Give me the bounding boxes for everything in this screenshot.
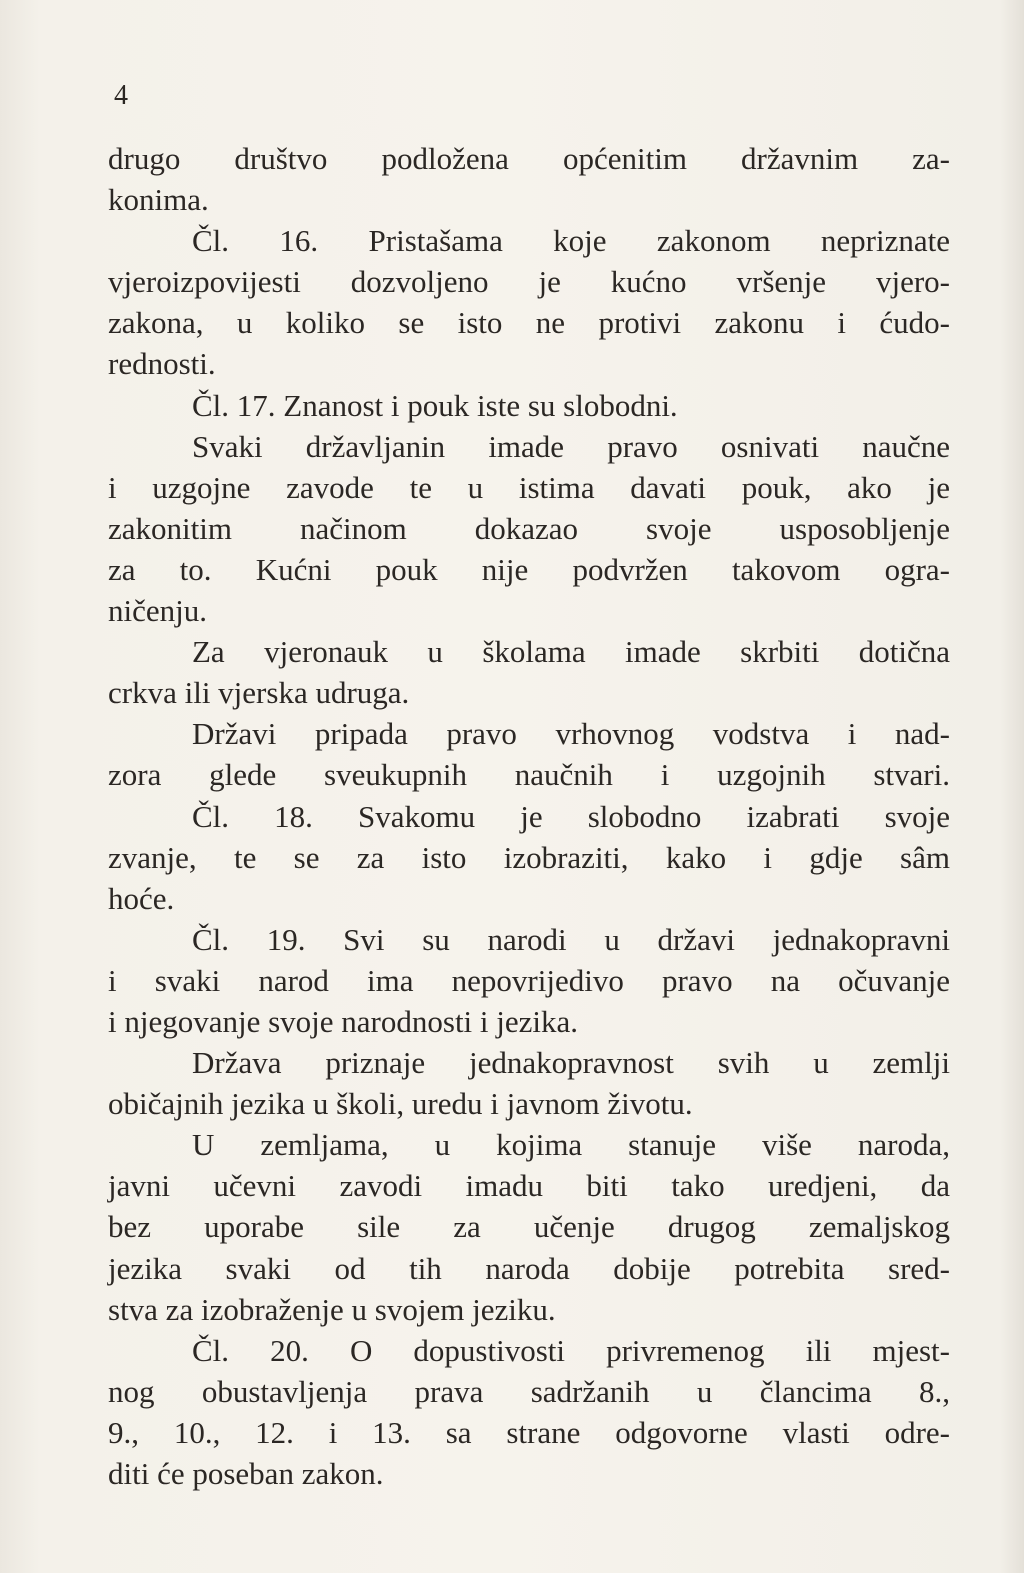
text-line: zakona, u koliko se isto ne protivi zakonu i ćudo- [108,305,950,341]
text-line: Za vjeronauk u školama imade skrbiti dotična [192,634,950,670]
text-line: konima. [108,182,209,218]
text-line: Čl. 20. O dopustivosti privremenog ili mjest- [192,1332,950,1368]
text-line: 9., 10., 12. i 13. sa strane odgovorne vlasti odre- [108,1414,950,1450]
text-line: jezika svaki od tih naroda dobije potrebita sred- [108,1250,950,1286]
text-line: vjeroizpovijesti dozvoljeno je kućno vršenje vjero- [108,264,950,300]
text-line: i svaki narod ima nepovrijedivo pravo na očuvanje [108,962,950,998]
text-line: drugo društvo podložena općenitim državnim za- [108,141,950,176]
text-line: i njegovanje svoje narodnosti i jezika. [108,1003,579,1039]
text-line: rednosti. [108,346,216,382]
text-line: javni učevni zavodi imadu biti tako uredjeni, da [108,1168,950,1204]
text-line: nog obustavljenja prava sadržanih u člancima 8., [108,1373,950,1409]
text-line: Svaki državljanin imade pravo osnivati naučne [192,428,950,464]
page-number: 4 [114,80,128,111]
text-line: Čl. 17. Znanost i pouk iste su slobodni. [192,387,678,423]
text-line: U zemljama, u kojima stanuje više naroda, [192,1127,950,1163]
text-line: bez uporabe sile za učenje drugog zemaljskog [108,1209,950,1245]
text-line: za to. Kućni pouk nije podvržen takovom ogra- [108,551,950,587]
body-text [108,138,950,1494]
text-line: ničenju. [108,593,207,629]
text-line: diti će poseban zakon. [108,1456,384,1491]
text-line: običajnih jezika u školi, uredu i javnom životu. [108,1086,693,1122]
text-line: hoće. [108,880,175,916]
text-line: i uzgojne zavode te u istima davati pouk, ako je [108,469,950,505]
text-line: Državi pripada pravo vrhovnog vodstva i nad- [192,716,950,752]
text-line: crkva ili vjerska udruga. [108,675,410,711]
text-line: stva za izobraženje u svojem jeziku. [108,1291,556,1327]
text-line: Država priznaje jednakopravnost svih u zemlji [192,1045,950,1081]
text-line: zvanje, te se za isto izobraziti, kako i gdje sâm [108,839,950,875]
text-line: Čl. 19. Svi su narodi u državi jednakopravni [192,921,950,957]
text-line: zakonitim načinom dokazao svoje usposobljenje [108,510,950,546]
text-line: Čl. 16. Pristašama koje zakonom nepriznate [192,223,950,259]
text-line: Čl. 18. Svakomu je slobodno izabrati svoje [192,798,950,834]
text-line: zora glede sveukupnih naučnih i uzgojnih stvari. [108,757,950,793]
